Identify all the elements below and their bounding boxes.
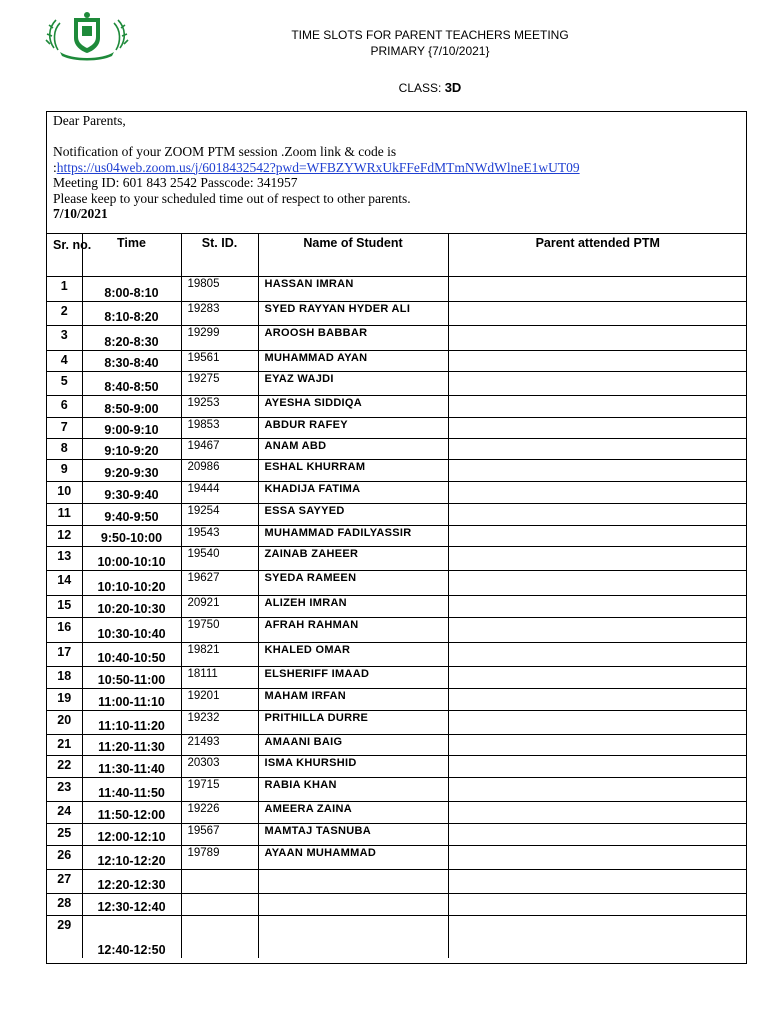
student-id: 19715 (181, 778, 258, 802)
student-id: 19805 (181, 277, 258, 302)
serial-number: 19 (47, 689, 82, 711)
ptm-attended-cell (448, 439, 747, 460)
table-row (47, 396, 747, 418)
serial-number: 24 (47, 802, 82, 824)
ptm-attended-cell (448, 643, 747, 667)
col-header-sr: Sr. no. (47, 234, 82, 277)
serial-number: 18 (47, 667, 82, 689)
link-prefix: : (53, 159, 57, 175)
time-slot: 10:20-10:30 (82, 596, 181, 618)
time-slot: 8:50-9:00 (82, 396, 181, 418)
ptm-attended-cell (448, 778, 747, 802)
table-row (47, 326, 747, 351)
table-row (47, 351, 747, 372)
table-row (47, 870, 747, 894)
student-id: 19789 (181, 846, 258, 870)
table-row (47, 372, 747, 396)
ptm-attended-cell (448, 396, 747, 418)
time-slot: 10:00-10:10 (82, 547, 181, 571)
student-id: 20303 (181, 756, 258, 778)
time-slot: 12:20-12:30 (82, 870, 181, 894)
time-slot: 8:40-8:50 (82, 372, 181, 396)
serial-number: 25 (47, 824, 82, 846)
time-slot: 9:40-9:50 (82, 504, 181, 526)
student-name: ABDUR RAFEY (258, 418, 448, 439)
student-id: 18111 (181, 667, 258, 689)
class-value: 3D (444, 80, 462, 95)
student-name: ISMA KHURSHID (258, 756, 448, 778)
time-slot: 9:50-10:00 (82, 526, 181, 547)
student-name: MAHAM IRFAN (258, 689, 448, 711)
serial-number: 8 (47, 439, 82, 460)
class-heading (230, 80, 630, 95)
zoom-link-line (53, 160, 740, 176)
serial-number: 28 (47, 894, 82, 916)
student-name (258, 916, 448, 958)
table-row (47, 596, 747, 618)
student-name: RABIA KHAN (258, 778, 448, 802)
notice-box (47, 112, 746, 234)
time-slot: 8:30-8:40 (82, 351, 181, 372)
serial-number: 10 (47, 482, 82, 504)
student-name (258, 870, 448, 894)
serial-number: 20 (47, 711, 82, 735)
table-row (47, 277, 747, 302)
student-id: 19467 (181, 439, 258, 460)
time-slot: 8:10-8:20 (82, 302, 181, 326)
table-row (47, 571, 747, 596)
time-slot: 9:10-9:20 (82, 439, 181, 460)
student-name: AMAANI BAIG (258, 735, 448, 756)
student-name: AMEERA ZAINA (258, 802, 448, 824)
student-name: EYAZ WAJDI (258, 372, 448, 396)
time-slot: 12:30-12:40 (82, 894, 181, 916)
student-id: 19853 (181, 418, 258, 439)
time-slot: 11:10-11:20 (82, 711, 181, 735)
time-slot: 11:30-11:40 (82, 756, 181, 778)
student-id: 19750 (181, 618, 258, 643)
table-row (47, 711, 747, 735)
student-id: 19201 (181, 689, 258, 711)
ptm-attended-cell (448, 351, 747, 372)
student-id: 19299 (181, 326, 258, 351)
student-name: ALIZEH IMRAN (258, 596, 448, 618)
ptm-attended-cell (448, 894, 747, 916)
time-slot: 10:50-11:00 (82, 667, 181, 689)
serial-number: 22 (47, 756, 82, 778)
student-name: SYED RAYYAN HYDER ALI (258, 302, 448, 326)
time-slot: 11:20-11:30 (82, 735, 181, 756)
time-slot: 11:50-12:00 (82, 802, 181, 824)
student-id (181, 870, 258, 894)
student-id: 19627 (181, 571, 258, 596)
student-name: PRITHILLA DURRE (258, 711, 448, 735)
serial-number: 4 (47, 351, 82, 372)
time-slot: 10:30-10:40 (82, 618, 181, 643)
ptm-attended-cell (448, 916, 747, 958)
table-row (47, 418, 747, 439)
table-row (47, 802, 747, 824)
ptm-attended-cell (448, 689, 747, 711)
time-slot: 10:10-10:20 (82, 571, 181, 596)
col-header-name: Name of Student (258, 234, 448, 277)
ptm-attended-cell (448, 756, 747, 778)
ptm-attended-cell (448, 571, 747, 596)
serial-number: 21 (47, 735, 82, 756)
time-slot: 11:00-11:10 (82, 689, 181, 711)
table-row (47, 846, 747, 870)
serial-number: 5 (47, 372, 82, 396)
student-name: KHALED OMAR (258, 643, 448, 667)
ptm-attended-cell (448, 460, 747, 482)
time-slot: 9:00-9:10 (82, 418, 181, 439)
student-id: 19283 (181, 302, 258, 326)
time-slot: 8:20-8:30 (82, 326, 181, 351)
table-row (47, 689, 747, 711)
time-slot: 12:10-12:20 (82, 846, 181, 870)
greeting: Dear Parents, (53, 113, 126, 128)
time-slot: 9:20-9:30 (82, 460, 181, 482)
student-name: SYEDA RAMEEN (258, 571, 448, 596)
student-name: MUHAMMAD FADILYASSIR (258, 526, 448, 547)
student-id: 21493 (181, 735, 258, 756)
student-id: 19567 (181, 824, 258, 846)
time-slot: 8:00-8:10 (82, 277, 181, 302)
ptm-sheet (46, 111, 747, 964)
school-logo (44, 10, 130, 62)
student-id (181, 916, 258, 958)
student-id: 19561 (181, 351, 258, 372)
student-name: ZAINAB ZAHEER (258, 547, 448, 571)
serial-number: 11 (47, 504, 82, 526)
zoom-link[interactable]: https://us04web.zoom.us/j/6018432542?pwd=WFBZYWRxUkFFeFdMTmNWdWlneE1wUT09 (56, 159, 580, 175)
serial-number: 13 (47, 547, 82, 571)
serial-number: 27 (47, 870, 82, 894)
time-slot: 12:00-12:10 (82, 824, 181, 846)
student-id: 20986 (181, 460, 258, 482)
table-row (47, 735, 747, 756)
ptm-attended-cell (448, 526, 747, 547)
serial-number: 17 (47, 643, 82, 667)
table-header-row (47, 234, 747, 277)
ptm-attended-cell (448, 667, 747, 689)
serial-number: 16 (47, 618, 82, 643)
student-id: 19543 (181, 526, 258, 547)
student-name: ANAM ABD (258, 439, 448, 460)
student-name: ELSHERIFF IMAAD (258, 667, 448, 689)
table-row (47, 916, 747, 958)
student-name (258, 894, 448, 916)
ptm-attended-cell (448, 618, 747, 643)
time-slot: 10:40-10:50 (82, 643, 181, 667)
student-id (181, 894, 258, 916)
ptm-attended-cell (448, 302, 747, 326)
ptm-attended-cell (448, 277, 747, 302)
class-label: CLASS: (398, 81, 445, 95)
student-name: AFRAH RAHMAN (258, 618, 448, 643)
table-row (47, 302, 747, 326)
col-header-ptm: Parent attended PTM (448, 234, 747, 277)
col-header-id: St. ID. (181, 234, 258, 277)
table-row (47, 778, 747, 802)
serial-number: 3 (47, 326, 82, 351)
page-subtitle: PRIMARY {7/10/2021} (370, 44, 490, 58)
schedule-table (47, 233, 747, 958)
student-id: 19232 (181, 711, 258, 735)
student-name: MAMTAJ TASNUBA (258, 824, 448, 846)
ptm-attended-cell (448, 418, 747, 439)
student-id: 19275 (181, 372, 258, 396)
serial-number: 6 (47, 396, 82, 418)
student-name: KHADIJA FATIMA (258, 482, 448, 504)
ptm-attended-cell (448, 711, 747, 735)
student-id: 19253 (181, 396, 258, 418)
time-slot: 12:40-12:50 (82, 916, 181, 958)
table-row (47, 460, 747, 482)
table-row (47, 756, 747, 778)
serial-number: 29 (47, 916, 82, 958)
table-row (47, 894, 747, 916)
student-id: 19444 (181, 482, 258, 504)
student-name: HASSAN IMRAN (258, 277, 448, 302)
table-row (47, 482, 747, 504)
time-slot: 11:40-11:50 (82, 778, 181, 802)
serial-number: 7 (47, 418, 82, 439)
student-id: 19254 (181, 504, 258, 526)
ptm-attended-cell (448, 482, 747, 504)
serial-number: 14 (47, 571, 82, 596)
student-id: 19540 (181, 547, 258, 571)
student-id: 19821 (181, 643, 258, 667)
table-row (47, 504, 747, 526)
ptm-attended-cell (448, 870, 747, 894)
ptm-attended-cell (448, 802, 747, 824)
time-slot: 9:30-9:40 (82, 482, 181, 504)
student-name: MUHAMMAD AYAN (258, 351, 448, 372)
student-name: AROOSH BABBAR (258, 326, 448, 351)
serial-number: 23 (47, 778, 82, 802)
serial-number: 9 (47, 460, 82, 482)
reminder: Please keep to your scheduled time out of respect to other parents. (53, 190, 411, 206)
table-row (47, 643, 747, 667)
serial-number: 2 (47, 302, 82, 326)
col-header-time: Time (82, 234, 181, 277)
student-name: AYESHA SIDDIQA (258, 396, 448, 418)
ptm-attended-cell (448, 326, 747, 351)
notice-line: Notification of your ZOOM PTM session .Zoom link & code is (53, 144, 397, 159)
serial-number: 12 (47, 526, 82, 547)
student-name: ESHAL KHURRAM (258, 460, 448, 482)
table-row (47, 824, 747, 846)
serial-number: 15 (47, 596, 82, 618)
notice-date: 7/10/2021 (53, 206, 108, 221)
table-row (47, 667, 747, 689)
table-row (47, 547, 747, 571)
serial-number: 1 (47, 277, 82, 302)
page-title: TIME SLOTS FOR PARENT TEACHERS MEETING (291, 28, 569, 42)
ptm-attended-cell (448, 547, 747, 571)
student-name: ESSA SAYYED (258, 504, 448, 526)
table-row (47, 618, 747, 643)
student-name: AYAAN MUHAMMAD (258, 846, 448, 870)
serial-number: 26 (47, 846, 82, 870)
student-id: 19226 (181, 802, 258, 824)
student-id: 20921 (181, 596, 258, 618)
table-row (47, 526, 747, 547)
ptm-attended-cell (448, 372, 747, 396)
ptm-attended-cell (448, 504, 747, 526)
meeting-details: Meeting ID: 601 843 2542 Passcode: 341957 (53, 175, 298, 190)
ptm-attended-cell (448, 735, 747, 756)
ptm-attended-cell (448, 824, 747, 846)
ptm-attended-cell (448, 596, 747, 618)
ptm-attended-cell (448, 846, 747, 870)
table-row (47, 439, 747, 460)
